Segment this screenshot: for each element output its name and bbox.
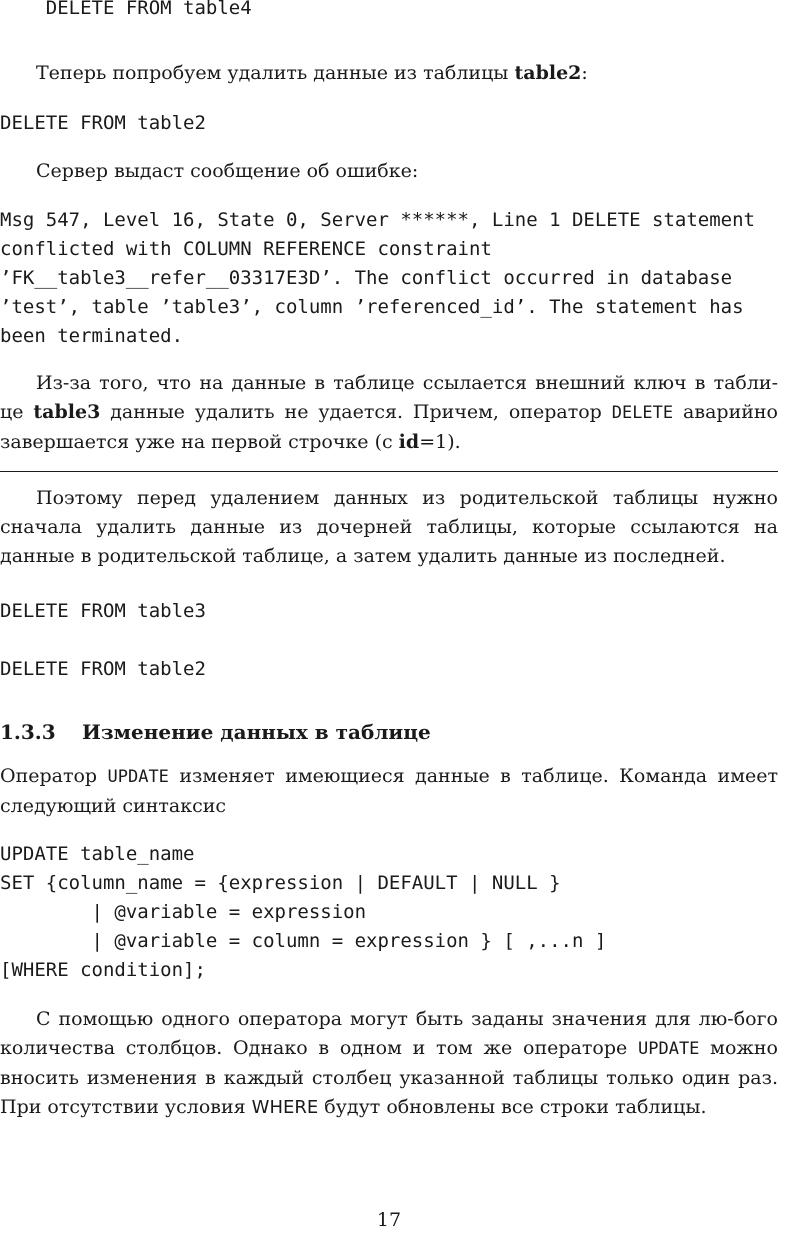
paragraph-update-details xyxy=(0,1005,778,1122)
section-heading xyxy=(0,718,431,747)
paragraph-text: Оператор xyxy=(0,765,108,787)
paragraph-update-intro xyxy=(0,762,778,821)
code-delete-table2: DELETE FROM table2 xyxy=(0,112,206,134)
paragraph-text: будут обновлены все строки таблицы. xyxy=(318,1096,707,1118)
paragraph-server-error: Сервер выдаст сообщение об ошибке: xyxy=(36,160,419,182)
horizontal-divider xyxy=(0,471,778,472)
inline-code-update: UPDATE xyxy=(638,1039,700,1059)
paragraph-text: Теперь попробуем удалить данные из таблицы xyxy=(36,62,515,84)
paragraph-try-delete xyxy=(0,59,778,88)
error-message-block: Msg 547, Level 16, State 0, Server ******, Line 1 DELETE statement conflicted with COLUMN REFERENCE constraint ’FK__table3__refer__03317E3D’. The conflict occurred in database ’test’, table ’table3’, column ’referenced_id’. The statement has been terminated. xyxy=(0,209,755,347)
paragraph-text: аварийно завершается уже на первой строчке (с xyxy=(0,401,778,453)
paragraph-text: данные удалить не удается. Причем, оператор xyxy=(100,401,612,423)
paragraph-text: =1). xyxy=(419,431,461,453)
page-number: 17 xyxy=(376,1209,402,1231)
code-delete-table4: DELETE FROM table4 xyxy=(0,0,252,19)
code-delete-table3: DELETE FROM table3 xyxy=(0,600,206,622)
code-delete-table2-again: DELETE FROM table2 xyxy=(0,658,206,680)
column-name-bold: id xyxy=(398,431,420,453)
section-number: 1.3.3 xyxy=(0,720,56,744)
paragraph-foreign-key-explanation xyxy=(0,369,778,457)
inline-code-delete: DELETE xyxy=(611,403,674,423)
paragraph-text: Из-за того, что на данные в таблице ссылается внешний ключ в табли-це xyxy=(0,372,778,423)
section-title: Изменение данных в таблице xyxy=(82,720,431,744)
paragraph-text: С помощью одного оператора могут быть заданы значения для лю-бого количества столбцов. Однако в одном и том же операторе xyxy=(0,1008,778,1059)
paragraph-text: : xyxy=(581,62,588,84)
inline-where-keyword: WHERE xyxy=(251,1097,319,1118)
table-name-bold: table3 xyxy=(33,401,101,423)
paragraph-delete-order: Поэтому перед удалением данных из родительской таблицы нужно сначала удалить данные из дочерней таблицы, которые ссылаются на данные в родительской таблице, а затем удалить данные из последней. xyxy=(0,487,778,567)
inline-code-update: UPDATE xyxy=(107,767,169,787)
paragraph-text: изменяет имеющиеся данные в таблице. Команда имеет следующий синтаксис xyxy=(0,765,778,817)
table-name-bold: table2 xyxy=(514,62,582,84)
paragraph-text: можно вносить изменения в каждый столбец указанной таблицы только один раз. При отсутствии условия xyxy=(0,1037,778,1118)
update-syntax-block: UPDATE table_name SET {column_name = {expression | DEFAULT | NULL } | @variable = expression | @variable = column = expression } [ ,...n ] [WHERE condition]; xyxy=(0,843,607,981)
